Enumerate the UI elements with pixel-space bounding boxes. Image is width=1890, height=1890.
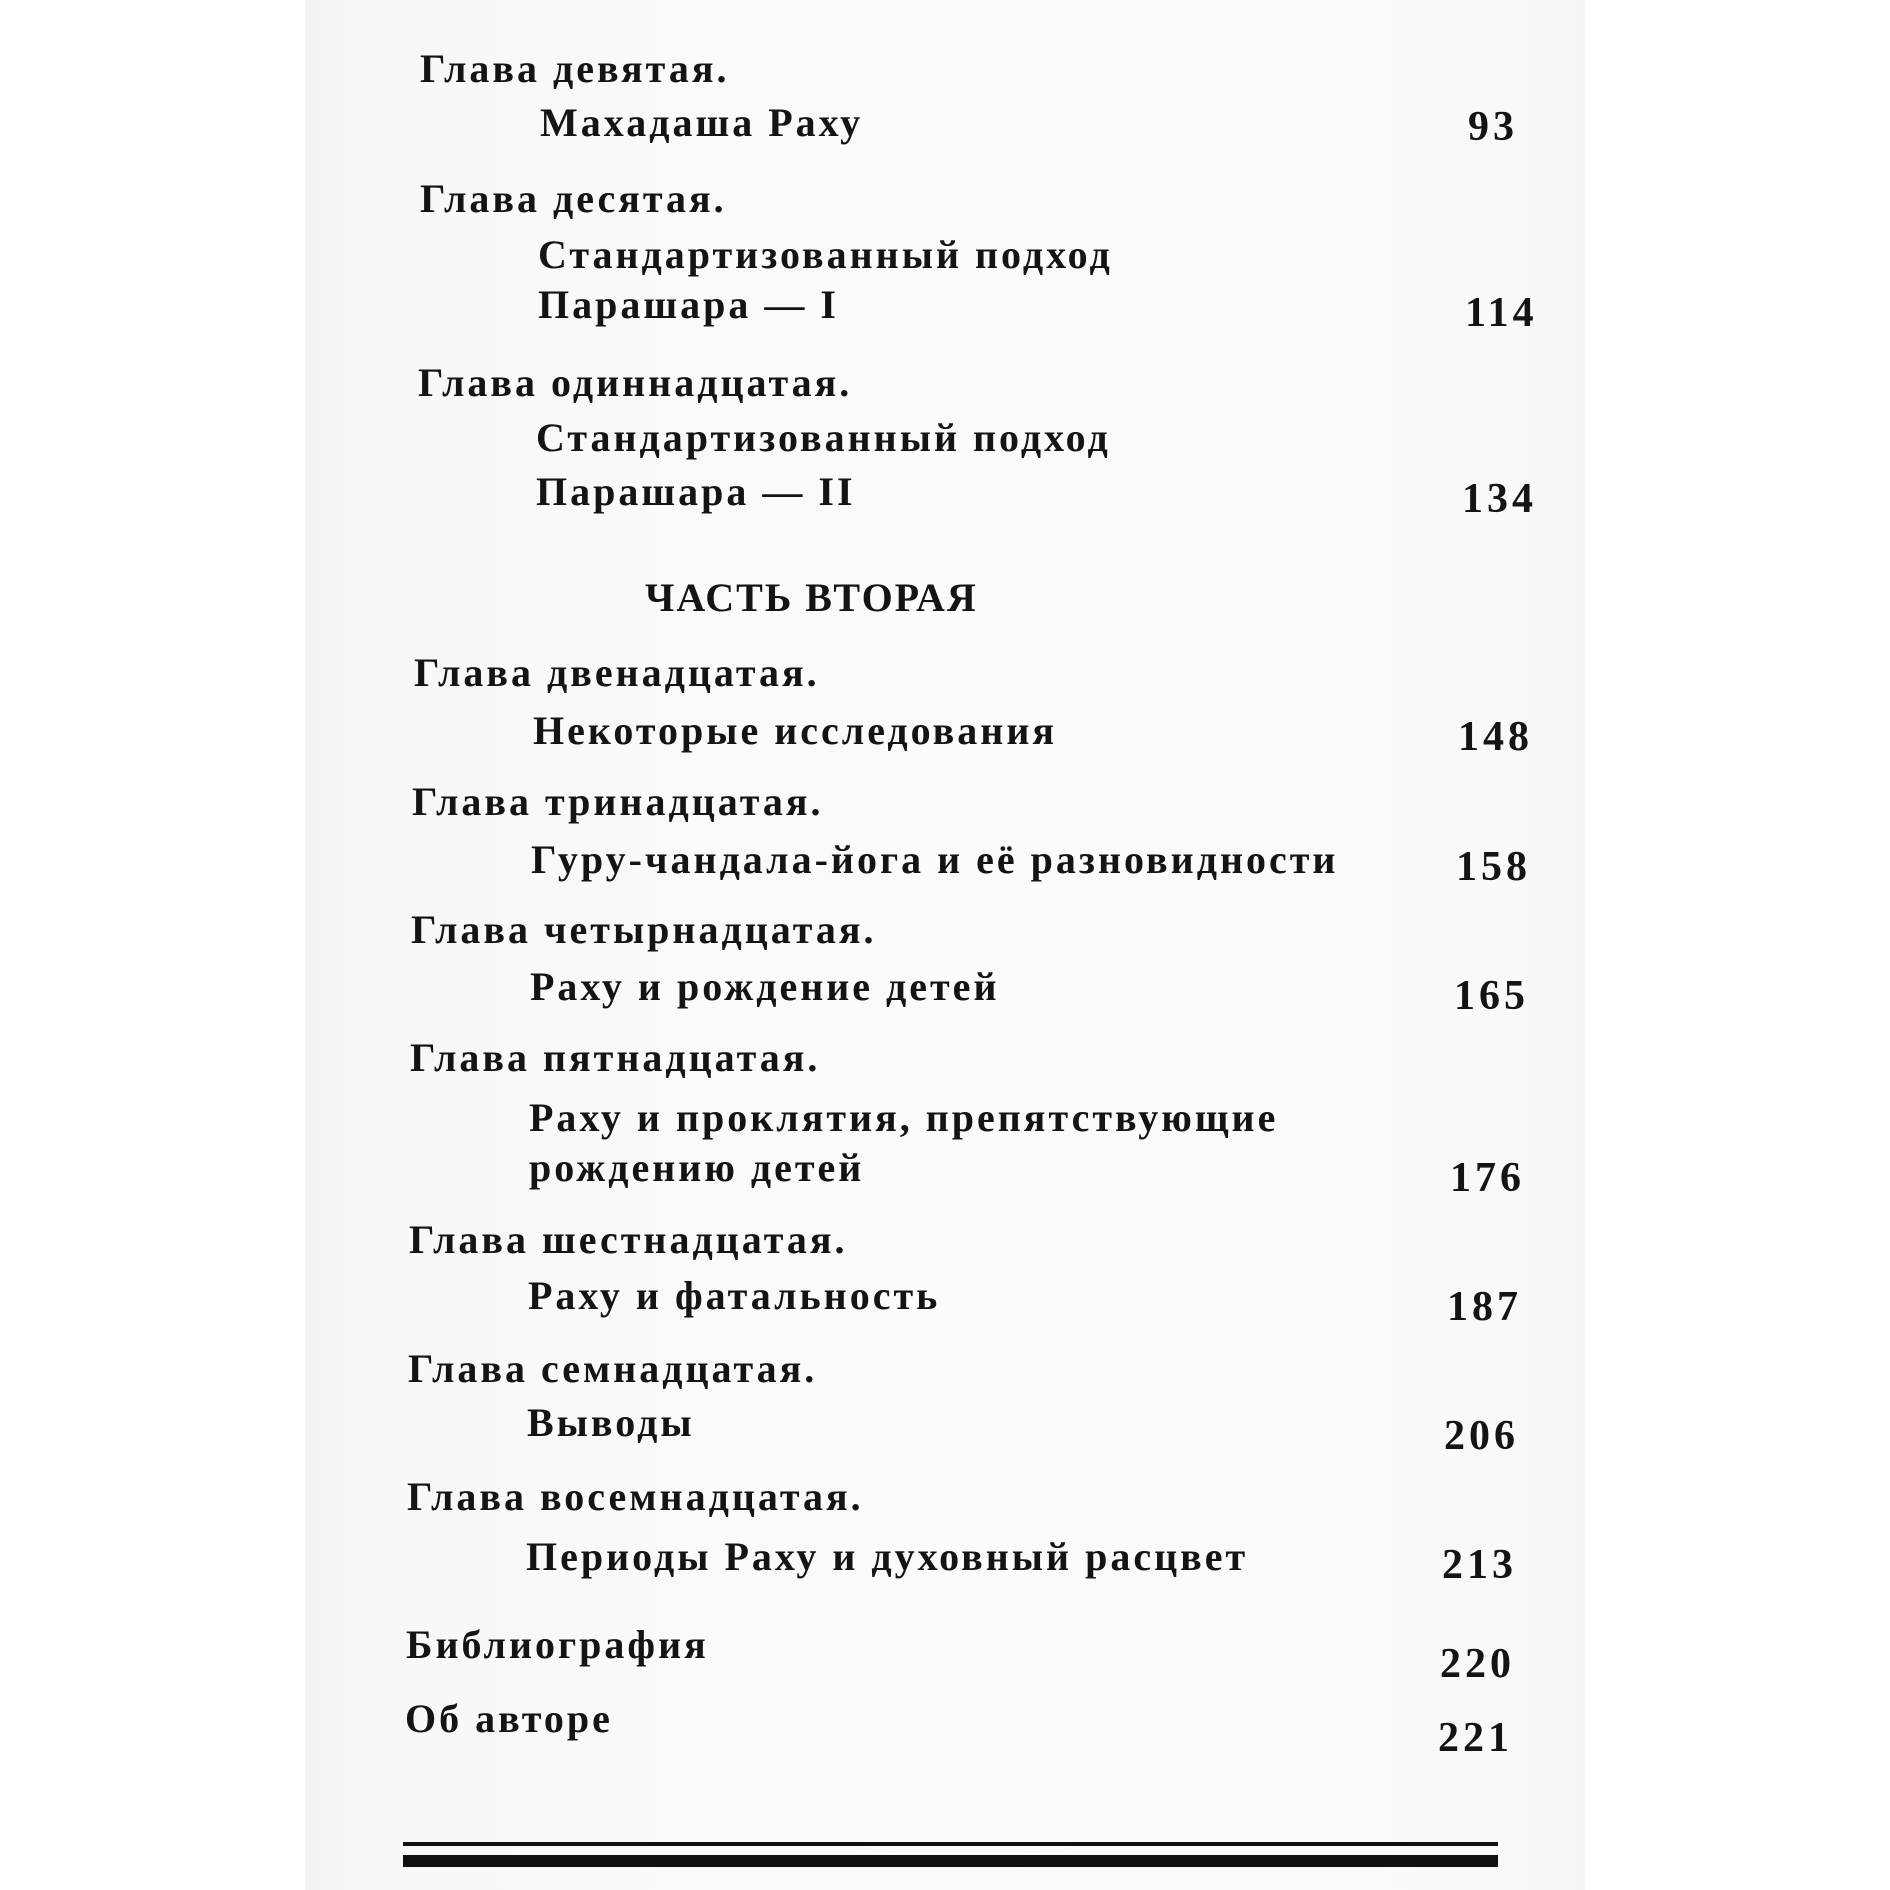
chapter-heading: Глава двенадцатая. — [414, 650, 820, 695]
chapter-title: Раху и фатальность — [528, 1273, 941, 1318]
chapter-heading: Глава восемнадцатая. — [407, 1474, 864, 1519]
chapter-heading: Глава одиннадцатая. — [418, 360, 853, 405]
chapter-title: Парашара — I — [538, 282, 839, 327]
page-number: 158 — [1456, 844, 1531, 890]
chapter-title: Периоды Раху и духовный расцвет — [526, 1534, 1249, 1579]
divider-thin — [403, 1842, 1498, 1846]
page-number: 176 — [1450, 1155, 1525, 1201]
page-number: 148 — [1458, 714, 1533, 760]
page-number: 114 — [1465, 290, 1538, 336]
chapter-title: Махадаша Раху — [540, 100, 864, 145]
chapter-heading: Глава четырнадцатая. — [411, 907, 877, 952]
page-number: 213 — [1442, 1542, 1517, 1588]
about-author-title: Об авторе — [405, 1696, 613, 1741]
chapter-title: Раху и рождение детей — [530, 964, 1000, 1009]
chapter-title: Раху и проклятия, препятствующие — [529, 1095, 1279, 1140]
chapter-title: рождению детей — [529, 1145, 865, 1190]
part-heading: ЧАСТЬ ВТОРАЯ — [645, 575, 978, 620]
page-number: 221 — [1438, 1715, 1513, 1761]
chapter-heading: Глава шестнадцатая. — [409, 1217, 848, 1262]
chapter-title: Стандартизованный подход — [536, 415, 1111, 460]
page-number: 187 — [1447, 1284, 1522, 1330]
chapter-title: Парашара — II — [536, 469, 856, 514]
page-number: 134 — [1462, 476, 1537, 522]
page-number: 165 — [1454, 973, 1529, 1019]
chapter-title: Стандартизованный подход — [538, 232, 1113, 277]
bibliography-title: Библиография — [406, 1622, 709, 1667]
chapter-heading: Глава семнадцатая. — [408, 1346, 818, 1391]
page-number: 220 — [1440, 1641, 1515, 1687]
page-number: 93 — [1468, 104, 1518, 150]
chapter-heading: Глава тринадцатая. — [412, 779, 824, 824]
chapter-heading: Глава пятнадцатая. — [410, 1035, 821, 1080]
divider-thick — [403, 1855, 1498, 1867]
chapter-heading: Глава девятая. — [420, 46, 730, 91]
chapter-heading: Глава десятая. — [420, 176, 727, 221]
page-number: 206 — [1444, 1413, 1519, 1459]
chapter-title: Гуру-чандала-йога и её разновидности — [531, 837, 1339, 882]
chapter-title: Некоторые исследования — [533, 708, 1058, 753]
chapter-title: Выводы — [527, 1400, 695, 1445]
